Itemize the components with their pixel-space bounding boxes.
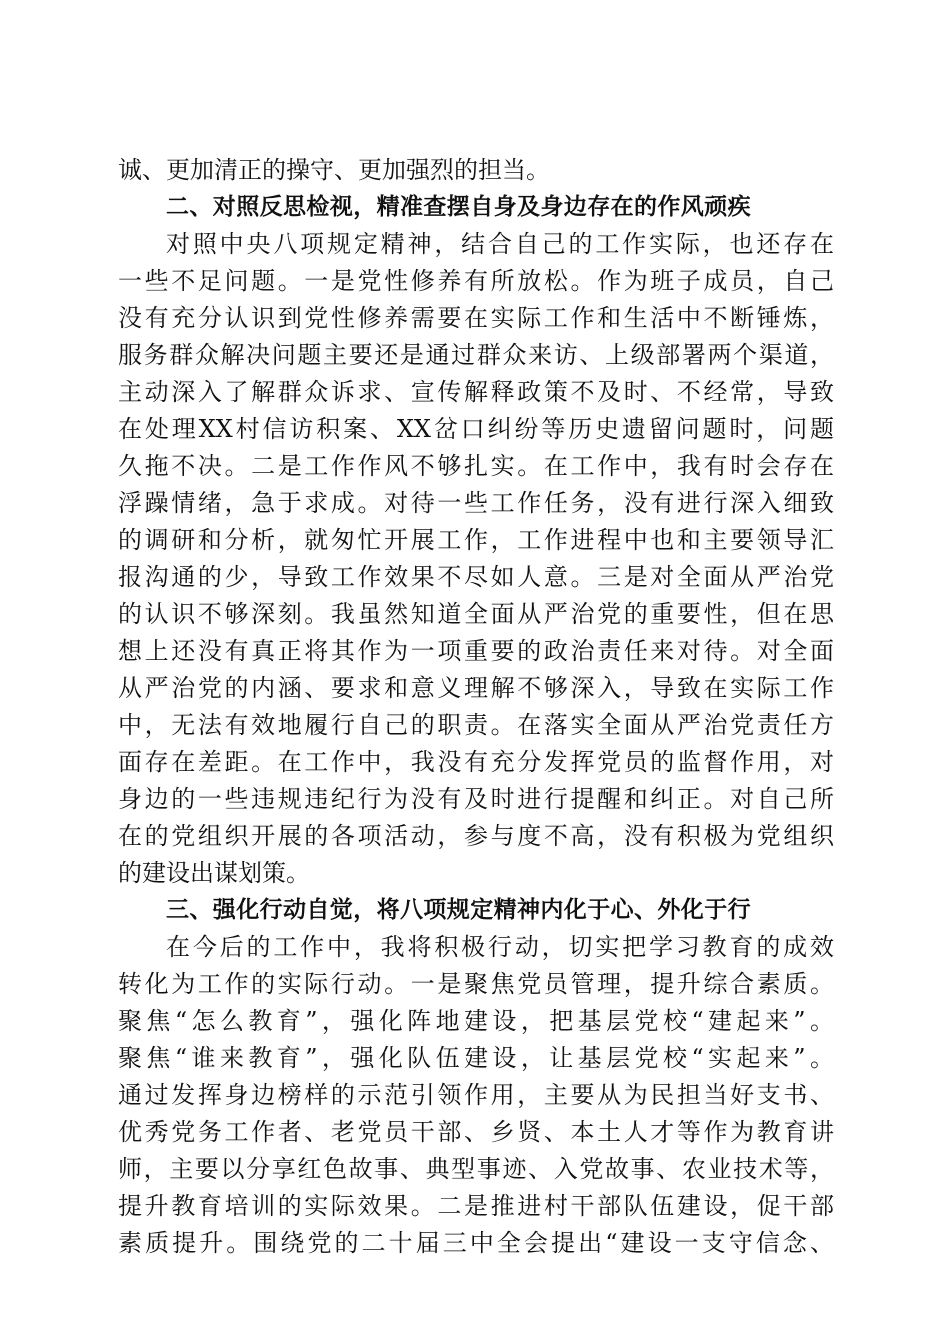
paragraph-line-12: 报沟通的少，导致工作效果不尽如人意。三是对全面从严治党 [118, 563, 834, 591]
paragraph-line-19: 在的党组织开展的各项活动，参与度不高，没有积极为党组织 [118, 822, 834, 850]
paragraph-line-16: 中，无法有效地履行自己的职责。在落实全面从严治党责任方 [118, 711, 834, 739]
paragraph-line-11: 的调研和分析，就匆忙开展工作，工作进程中也和主要领导汇 [118, 526, 834, 554]
section-heading-2: 二、对照反思检视，精准查摆自身及身边存在的作风顽疾 [166, 194, 751, 220]
paragraph-line-14: 想上还没有真正将其作为一项重要的政治责任来对待。对全面 [118, 637, 834, 665]
paragraph-line-5: 没有充分认识到党性修养需要在实际工作和生活中不断锤炼， [118, 304, 834, 332]
paragraph-line-9: 久拖不决。二是工作作风不够扎实。在工作中，我有时会存在 [118, 452, 834, 480]
paragraph-line-8: 在处理XX村信访积案、XX岔口纠纷等历史遗留问题时，问题 [118, 415, 834, 443]
paragraph-line-3: 对照中央八项规定精神，结合自己的工作实际，也还存在 [166, 230, 834, 258]
paragraph-line-13: 的认识不够深刻。我虽然知道全面从严治党的重要性，但在思 [118, 600, 834, 628]
paragraph-line-30: 素质提升。围绕党的二十届三中全会提出“建设一支守信念、 [118, 1229, 834, 1257]
paragraph-line-15: 从严治党的内涵、要求和意义理解不够深入，导致在实际工作 [118, 674, 834, 702]
paragraph-line-27: 优秀党务工作者、老党员干部、乡贤、本土人才等作为教育讲 [118, 1118, 834, 1146]
paragraph-line-23: 转化为工作的实际行动。一是聚焦党员管理，提升综合素质。 [118, 970, 834, 998]
paragraph-line-22: 在今后的工作中，我将积极行动，切实把学习教育的成效 [166, 933, 834, 961]
paragraph-line-20: 的建设出谋划策。 [118, 859, 310, 887]
paragraph-line-18: 身边的一些违规违纪行为没有及时进行提醒和纠正。对自己所 [118, 785, 834, 813]
section-heading-3: 三、强化行动自觉，将八项规定精神内化于心、外化于行 [166, 897, 751, 923]
paragraph-line-10: 浮躁情绪，急于求成。对待一些工作任务，没有进行深入细致 [118, 489, 834, 517]
paragraph-line-24: 聚焦“怎么教育”，强化阵地建设，把基层党校“建起来”。 [118, 1007, 834, 1035]
paragraph-line-17: 面存在差距。在工作中，我没有充分发挥党员的监督作用，对 [118, 748, 834, 776]
paragraph-line-29: 提升教育培训的实际效果。二是推进村干部队伍建设，促干部 [118, 1192, 834, 1220]
paragraph-line-25: 聚焦“谁来教育”，强化队伍建设，让基层党校“实起来”。 [118, 1044, 834, 1072]
paragraph-line-4: 一些不足问题。一是党性修养有所放松。作为班子成员，自己 [118, 267, 834, 295]
paragraph-line-1: 诚、更加清正的操守、更加强烈的担当。 [118, 156, 550, 184]
paragraph-line-7: 主动深入了解群众诉求、宣传解释政策不及时、不经常，导致 [118, 378, 834, 406]
paragraph-line-26: 通过发挥身边榜样的示范引领作用，主要从为民担当好支书、 [118, 1081, 834, 1109]
paragraph-line-6: 服务群众解决问题主要还是通过群众来访、上级部署两个渠道， [118, 341, 834, 369]
paragraph-line-28: 师，主要以分享红色故事、典型事迹、入党故事、农业技术等， [118, 1155, 834, 1183]
